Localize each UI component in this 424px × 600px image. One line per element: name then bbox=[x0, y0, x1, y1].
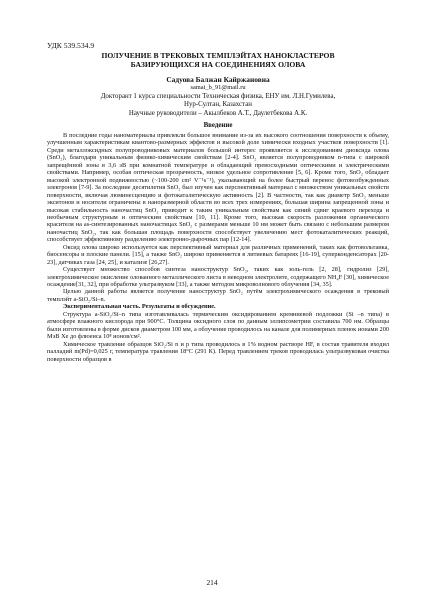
section-heading-intro: Введение bbox=[203, 122, 233, 130]
title-line-1: ПОЛУЧЕНИЕ В ТРЕКОВЫХ ТЕМПЛЭЙТАХ НАНОКЛАСТЕРОВ bbox=[101, 51, 335, 60]
experimental-paragraph-1: Структура a-SiO₂/Si–n типа изготавливалась термическим оксидированием кремниевой подложки (Si –n типа) в атмосфере влажного кислорода при 900°C. Толщина оксидного слоя по данным эллипсометрии составила 700 нм. Образцы были изготовлены в форме дисков диаметром 100 мм, а облучение проводилось на канале для полимерных пленок ионами 200 МэВ Xe до флюенса 10⁸ ионов/см². bbox=[47, 310, 389, 341]
experimental-paragraph-2: Химическое травление образцов SiO₂/Si n и p типа проводилось в 1% водном растворе HF, в состав травителя входил палладий m(Pd)=0,025 г, температура травления 18°C (291 К). Перед травлением треков проводилась ультразвуковая очистка поверхности образцов в bbox=[47, 340, 389, 363]
intro-paragraph-4: Целью данной работы является получение наноструктур SnO₂ путём электрохимического осаждения в трековый темплэйт a-SiO₂/Si–n. bbox=[47, 288, 389, 303]
udc-code: УДК 539.534.9 bbox=[47, 41, 95, 50]
paper-title bbox=[47, 51, 389, 69]
intro-paragraph-1: В последние годы наноматериалы привлекли большое внимание из-за их высокого соотношения поверхности к объему, улучшенным характеристикам квантово-размерных эффектов и высокой доле химически входных участков поверхности [1]. Среди металлоксидных полупроводниковых материалов большой интерес проявляется к исследованиям диоксида олова (SnO₂), благодаря уникальным физико-химическим свойствам [2-4]. SnO₂ является полупроводником n-типа с широкой запрещённой зоны в 3,6 эВ при комнатной температуре и обладающий превосходными оптическими и электрическими свойствами. Например, особая оптическая прозрачность, низкое удельное сопротивление [5, 6]. Кроме того, SnO₂ обладает высокой электронной подвижностью (~100-200 cm² V⁻¹s⁻¹), указывающий на более быстрый перенос фотовозбужденных электронов [7-9]. За последние десятилетия SnO₂ был изучен как перспективный материал с множеством уникальных свойств поверхности, включая люминесценцию и фотокаталитическую активность [2]. В частности, так как диаметр SnO₂ меньше экситонов и носители ограничены в наноразмерной области во всех трех измерениях, большая ширина запрещенной зоны и высокая стабильность наночастиц SnO₂ приводит к таким уникальным свойствам как синий сдвиг краевого перехода и необычным структурным и оптическим свойствам [10, 11]. Кроме того, высокая скорость разложения органического красителя на as-синтезированных наночастицах SnO₂ с размерами меньше 10 нм может быть связано с небольшим размером наночастиц SnO₂, так как большая площадь поверхности способствует увеличению мест фотокаталитических реакций, способствует эффективному разделению электронно-дырочных пар [12-14]. bbox=[47, 131, 389, 244]
page-number: 214 bbox=[206, 578, 218, 587]
intro-paragraph-2: Оксид олова широко используется как перспективный материал для различных применений, таких как фотовольтаика, биосенсоры и плоские панели. [15], а также SnO₂ широко применяется в литиевых батареях [16-19], суперконденсаторах [20-23], датчиках газа [24, 25], и катализе [26,27]. bbox=[47, 243, 389, 266]
title-line-2: БАЗИРУЮЩИХСЯ НА СОЕДИНЕНИЯХ ОЛОВА bbox=[130, 60, 306, 69]
author-name: Садуова Балжан Кайржановна bbox=[166, 75, 270, 84]
author-email: samai_b_91@mail.ru bbox=[190, 84, 246, 91]
supervisors: Научные руководители – Акылбеков А.Т., Даулетбекова А.К. bbox=[128, 109, 308, 117]
author-city: Нур-Султан, Казахстан bbox=[184, 101, 252, 109]
author-position: Докторант 1 курса специальности Техническая физика, ЕНУ им. Л.Н.Гумилева, bbox=[100, 92, 336, 100]
section-heading-experimental: Экспериментальная часть. Результаты и обсуждение. bbox=[63, 303, 216, 311]
intro-paragraph-3: Существует множество способов синтеза наноструктур SnO₂, таких как золь-гель [2, 28], гидролиз [29], электрохимическое окисление олованного металлического листа в неводном электролите, содержащего NH₄F [30], химическое осаждение[31, 32], при обработке ультразвуком [33], а также методом микроволнового облучения [34, 35]. bbox=[47, 266, 389, 289]
